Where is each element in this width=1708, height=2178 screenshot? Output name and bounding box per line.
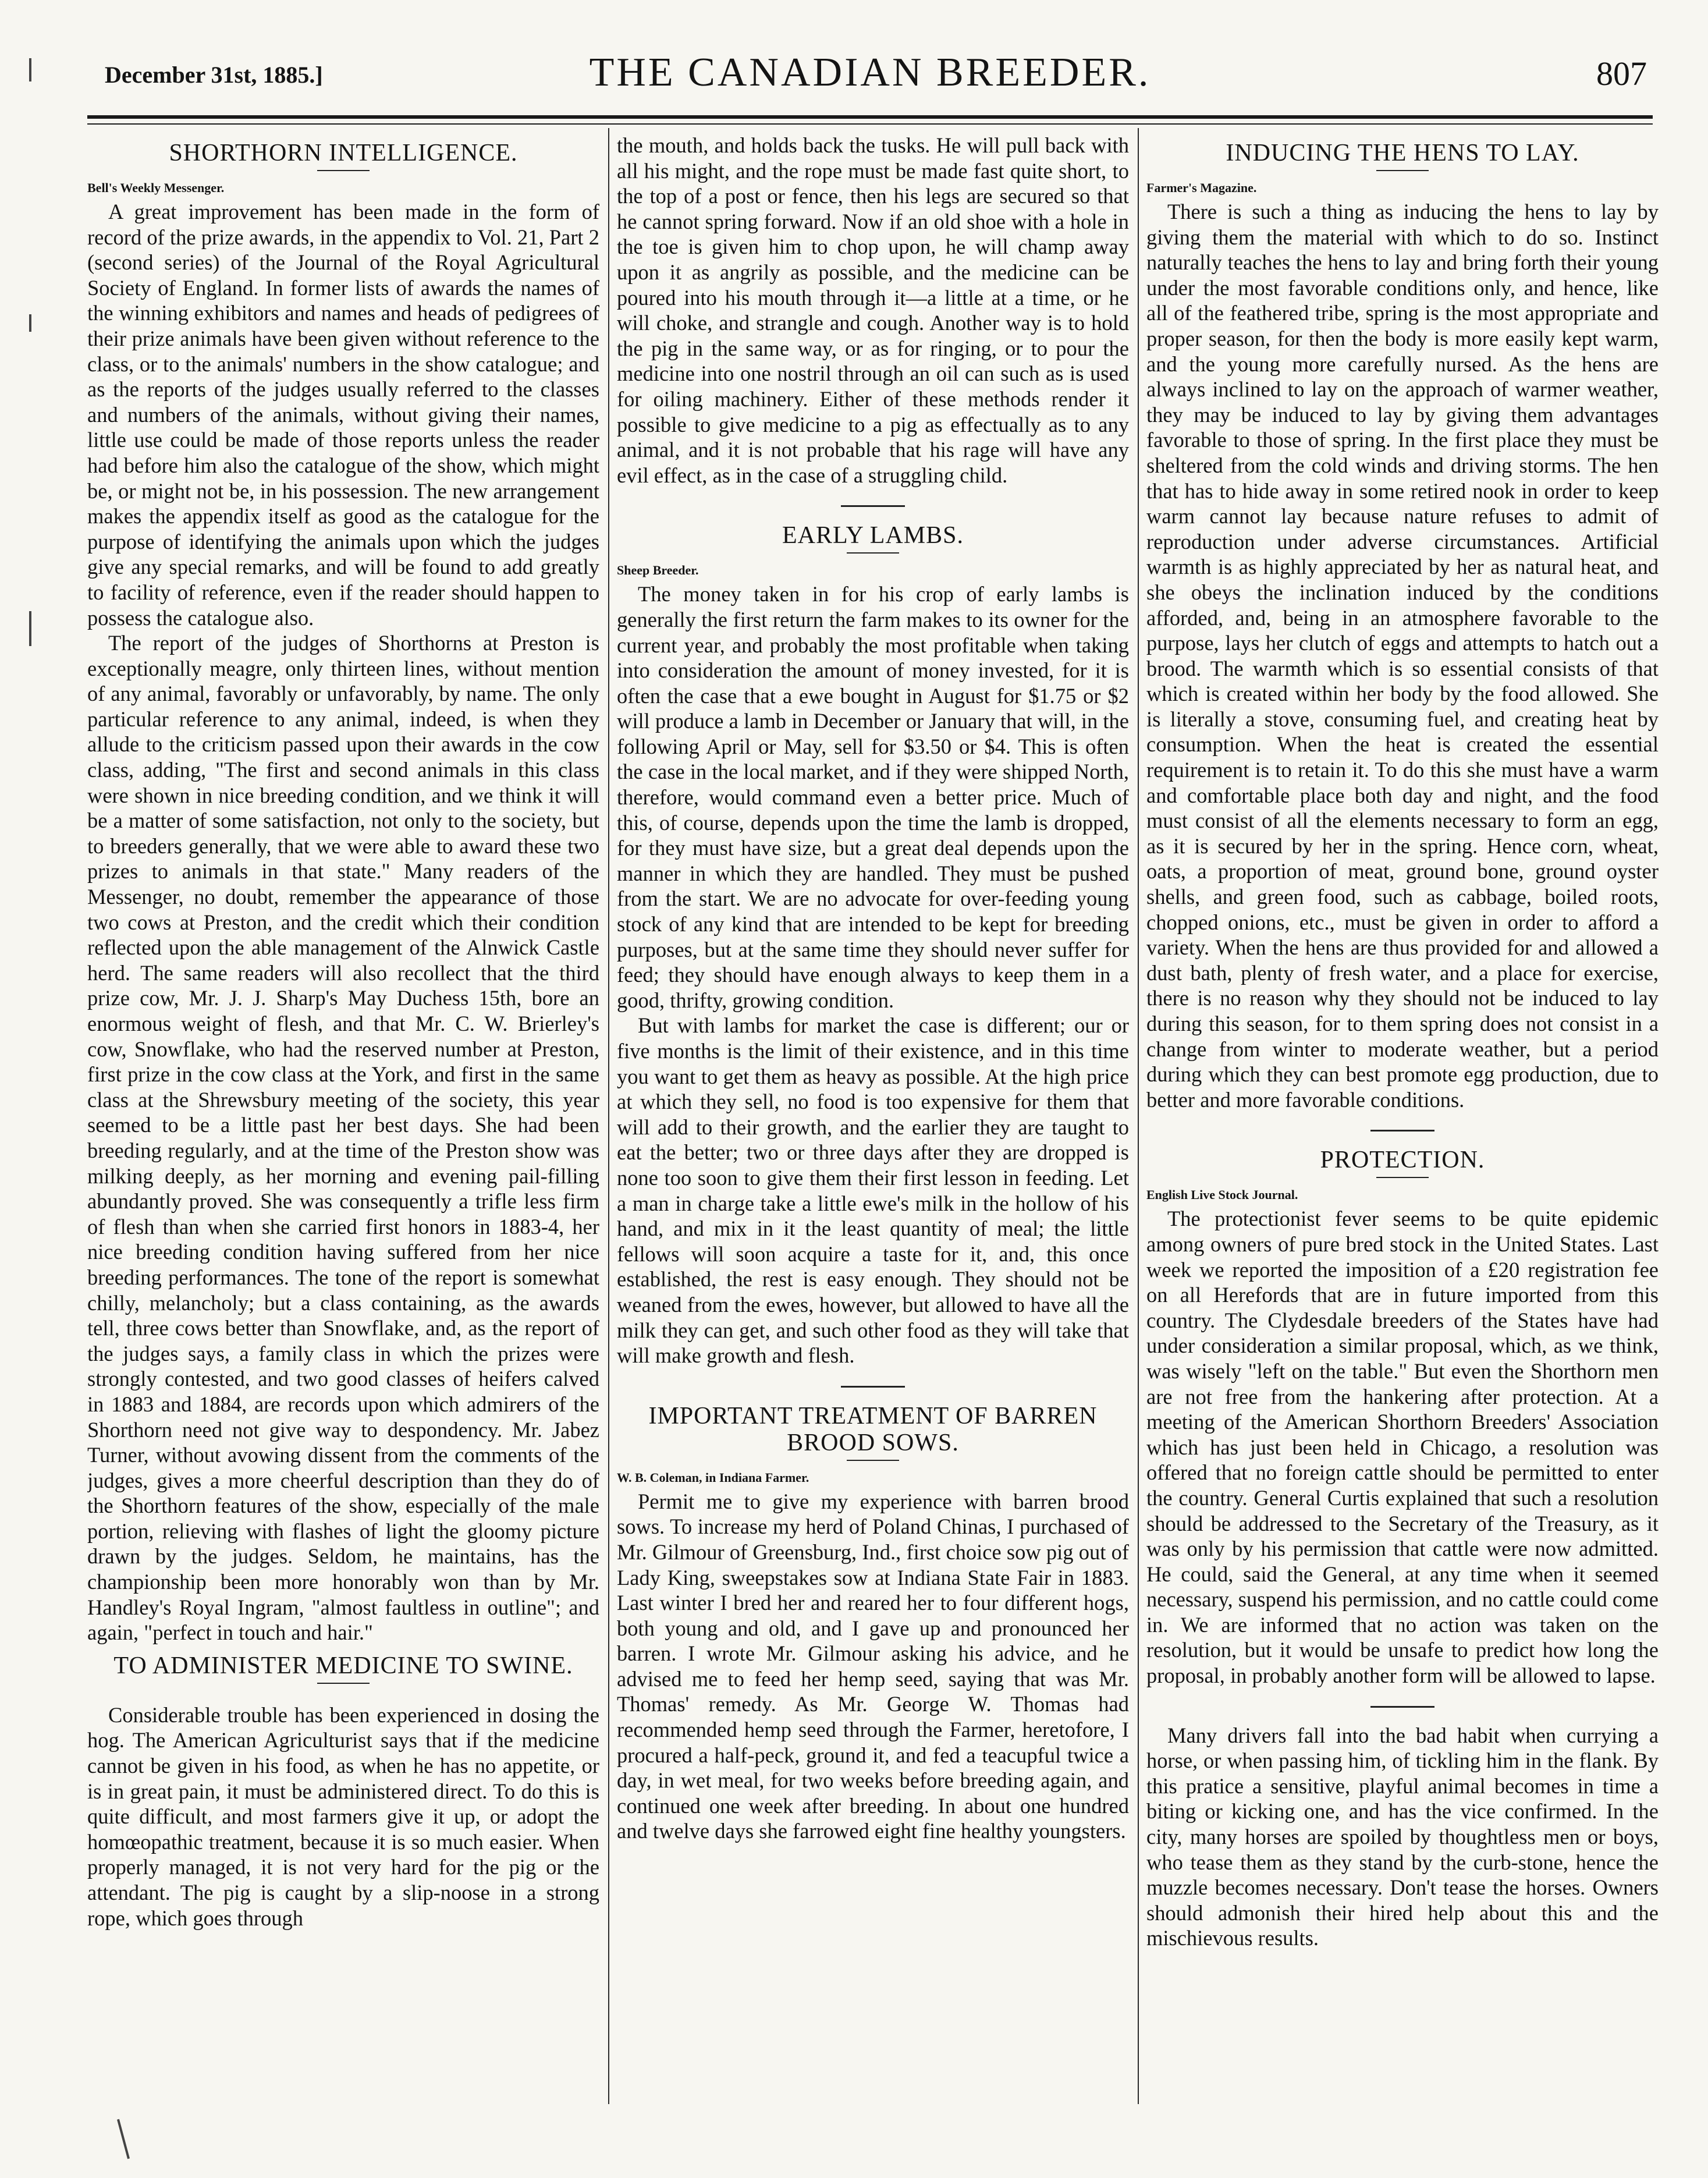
- title-rule: [317, 170, 370, 171]
- scan-mark: [29, 58, 31, 81]
- column-1: [87, 133, 599, 2083]
- article-paragraph: The money taken in for his crop of early lambs is generally the first return the farm makes to its owner for the current year, and probably the most profitable when taking into consideration the amount of money invested, for it is often the case that a ewe bought in August for $1.75 or $2 will produce a lamb in December or January that will, in the following April or May, sell for $3.50 or $4. This is often the case in the local market, and if they were shipped North, therefore, would command even a better price. Much of this, of course, depends upon the time the lamb is dropped, for they must have size, but a great deal depends upon the manner in which they are handled. They must be pushed from the start. We are no advocate for over-feeding young stock of any kind that are intended to be kept for breeding purposes, but at the same time they should never suffer for feed; they should have enough always to keep them in a good, thrifty, growing condition.: [617, 582, 1129, 1012]
- article-paragraph: A great improvement has been made in the form of record of the prize awards, in the appendix to Vol. 21, Part 2 (second series) of the Journal of the Royal Agricultural Society of England. In former lists of awards the names of the winning exhibitors and names and heads of pedigrees of their prize animals have been given without reference to the class, or to the animals' numbers in the show catalogue; and as the reports of the judges usually referred to the classes and numbers of the animals, without giving their names, little use could be made of those reports unless the reader had before him also the catalogue of the show, which might be, or might not be, in his possession. The new arrangement makes the appendix itself as good as the catalogue for the purpose of identifying the animals upon which the judges give any special remarks, and will be found to add greatly to facility of reference, even if the reader should happen to possess the catalogue also.: [87, 200, 599, 630]
- masthead: [87, 49, 1653, 113]
- article-source: English Live Stock Journal.: [1146, 1187, 1298, 1202]
- article-source: Sheep Breeder.: [617, 563, 699, 578]
- article-title-protection: PROTECTION.: [1320, 1147, 1485, 1174]
- article-paragraph: The report of the judges of Shorthorns at Preston is exceptionally meagre, only thirteen lines, without mention of any animal, favorably or unfavorably, by name. The only particular reference to any animal, indeed, is when they allude to the criticism passed upon their awards in the cow class, adding, "The first and second animals in this class were shown in nice breeding condition, and we think it will be a matter of some satisfaction, not only to the society, but to breeders generally, that we were able to award these two prizes to animals in that state." Many readers of the Messenger, no doubt, remember the appearance of those two cows at Preston, and the credit which their condition reflected upon the able management of the Alnwick Castle herd. The same readers will also recollect that the third prize cow, Mr. J. J. Sharp's May Duchess 15th, bore an enormous weight of flesh, and that Mr. C. W. Brierley's cow, Snowflake, who had the reserved number at Preston, first prize in the cow class at the York, and first in the same class at the Shrewsbury meeting of the society, this year seemed to be a little past her best days. She had been breeding regularly, and at the time of the Preston show was milking deeply, as her morning and evening pail-filling abundantly proved. She was consequently a trifle less firm of flesh than when she carried first honors in 1883-4, her nice breeding condition having suffered from her nice breeding performances. The tone of the report is somewhat chilly, melancholy; but a class containing, as the awards tell, three cows better than Snowflake, and, as the report of the judges says, a family class in which the prizes were strongly contested, and two good classes of heifers calved in 1883 and 1884, are records upon which admirers of the Shorthorn need not give way to despondency. Mr. Jabez Turner, without avowing dissent from the comments of the judges, gives a more cheerful description than they do of the Shorthorn features of the show, especially of the male portion, relieving with flashes of light the gloomy picture drawn by the judges. Seldom, he maintains, has the championship been more honorably won than by Mr. Handley's Royal Ingram, "almost faultless in outline"; and again, "perfect in touch and hair.": [87, 631, 599, 1645]
- section-rule: [841, 505, 905, 507]
- title-rule: [847, 1460, 899, 1461]
- article-paragraph: Considerable trouble has been experienced in dosing the hog. The American Agriculturist says that if the medicine cannot be given in his food, as when he has no appetite, or is in great pain, it must be administered direct. To do this is quite difficult, and most farmers give it up, or adopt the homœopathic treatment, because it is so much easier. When properly managed, it is not very hard for the pig or the attendant. The pig is caught by a slip-noose in a strong rope, which goes through: [87, 1702, 599, 1930]
- article-title-shorthorn: SHORTHORN INTELLIGENCE.: [169, 140, 518, 166]
- article-paragraph: There is such a thing as inducing the hens to lay by giving them the material with which to do so. Instinct naturally teaches the hens to lay and bring forth their young under the most favorable conditions only, and hence, like all of the feathered tribe, spring is the most appropriate and proper season, for then the body is more easily kept warm, and the young more carefully nursed. As the hens are always inclined to lay on the approach of warmer weather, they may be induced to lay by giving them advantages favorable to those of spring. In the first place they must be sheltered from the cold winds and driving storms. The hen that has to hide away in some retired nook in order to keep warm cannot lay because nature refuses to admit of reproduction under adverse circumstances. Artificial warmth is as highly appreciated by her as natural heat, and she obeys the inclination induced by the conditions afforded, and, being in an atmosphere favorable to the purpose, lays her clutch of eggs and attempts to hatch out a brood. The warmth which is so essential consists of that which is created within her body by the food allowed. She is literally a stove, consuming fuel, and creating heat by consumption. When the heat is created the essential requirement is to retain it. To do this she must have a warm and comfortable place both day and night, and the food must consist of all the elements necessary to form an egg, as it is secured by her in the spring. Hence corn, wheat, oats, a proportion of meat, ground bone, ground oyster shells, and green food, such as cabbage, boiled roots, chopped onions, etc., must be given in order to afford a variety. When the hens are thus provided for and allowed a dust bath, plenty of fresh water, and a place for exercise, there is no reason why they should not be induced to lay during this season, for to them spring does not consist in a change from winter to moderate weather, but a period during which they can best promote egg production, due to better and more favorable conditions.: [1146, 200, 1659, 1112]
- article-source: Bell's Weekly Messenger.: [87, 180, 225, 195]
- issue-date: December 31st, 1885.]: [105, 62, 323, 88]
- title-rule: [317, 1683, 370, 1684]
- article-title-swine: TO ADMINISTER MEDICINE TO SWINE.: [113, 1652, 573, 1679]
- article-paragraph: Many drivers fall into the bad habit when currying a horse, or when passing him, of tickling him in the flank. By this pratice a sensitive, playful animal becomes in time a biting or kicking one, and has the vice confirmed. In the city, many horses are spoiled by thoughtless men or boys, who tease them as they stand by the curb-stone, hence the muzzle becomes necessary. Don't tease the horses. Owners should admonish their hired help about this and the mischievous results.: [1146, 1723, 1659, 1950]
- section-rule: [1370, 1706, 1434, 1708]
- article-paragraph: The protectionist fever seems to be quite epidemic among owners of pure bred stock in the United States. Last week we reported the imposition of a £20 registration fee on all Herefords that are in future imported from this country. The Clydesdale breeders of the States have had under consideration a similar proposal, which, as we think, was wisely "left on the table." But even the Shorthorn men are not free from the hankering after protection. At a meeting of the American Shorthorn Breeders' Association which has just been held in Chicago, a resolution was offered that no foreign cattle should be permitted to enter the country. General Curtis explained that such a resolution should be addressed to the Secretary of the Treasury, as it was only by his permission that cattle were now admitted. He could, said the General, at any time when it seemed necessary, suspend his permission, and no cattle could come in. We are informed that no action was taken on the resolution, but it would be unsafe to predict how long the proposal, in probably another form will be allowed to lapse.: [1146, 1207, 1659, 1688]
- article-source: Farmer's Magazine.: [1146, 180, 1257, 195]
- scan-mark: [29, 611, 31, 646]
- article-title-hens: INDUCING THE HENS TO LAY.: [1226, 140, 1579, 166]
- section-rule: [1370, 1130, 1434, 1131]
- spacer: [87, 1692, 599, 1702]
- article-source: W. B. Coleman, in Indiana Farmer.: [617, 1470, 809, 1485]
- scan-mark: [117, 2119, 130, 2159]
- column-divider: [1138, 128, 1139, 2104]
- article-paragraph-continued: the mouth, and holds back the tusks. He will pull back with all his might, and the rope must be made fast quite short, to the top of a post or fence, then his legs are secured so that he cannot spring forward. Now if an old shoe with a hole in the toe is given him to chop upon, he will champ away upon it as angrily as possible, and the medicine can be poured into his mouth through it—a little at a time, or he will choke, and strangle and cough. Another way is to hold the pig in the same way, or as for ringing, or to pour the medicine into one nostril through an oil can such as is used for oiling machinery. Either of these methods render it possible to give medicine to a pig as effectually as to any animal, and it is not probable that his rage will have any evil effect, as in the case of a struggling child.: [617, 133, 1129, 487]
- section-rule: [841, 1386, 905, 1388]
- page-number: 807: [1596, 55, 1647, 93]
- article-paragraph: Permit me to give my experience with barren brood sows. To increase my herd of Poland Chinas, I purchased of Mr. Gilmour of Greensburg, Ind., first choice sow pig out of Lady King, sweepstakes sow at Indiana State Fair in 1883. Last winter I bred her and reared her to four different hogs, both young and old, and I gave up and pronounced her barren. I wrote Mr. Gilmour asking his advice, and he advised me to feed her hemp seed, saying that was Mr. Thomas' remedy. As Mr. George W. Thomas had recommended hemp seed through the Farmer, heretofore, I procured a half-peck, ground it, and fed a teacupful twice a day, in wet meal, for two weeks before breeding again, and continued one week after breeding. In about one hundred and twelve days she farrowed eight fine healthy youngsters.: [617, 1489, 1129, 1843]
- column-3: [1146, 133, 1659, 2083]
- masthead-rule-thin: [87, 123, 1653, 125]
- title-rule: [847, 552, 899, 554]
- title-rule: [1376, 1177, 1429, 1178]
- scan-mark: [29, 314, 31, 332]
- article-paragraph: But with lambs for market the case is different; our or five months is the limit of their existence, and in this time you want to get them as heavy as possible. At the high price at which they sell, no food is too expensive for them that will add to their growth, and the earlier they are taught to eat the better; two or three days after they are dropped is none too soon to give them their first lesson in feeding. Let a man in charge take a little ewe's milk in the hollow of his hand, and mix in it the least quantity of meal; the little fellows will soon acquire a taste for it, and, this once established, the rest is easy enough. They should not be weaned from the ewes, however, but allowed to have all the milk they can get, and such other food as they will take that will make growth and flesh.: [617, 1013, 1129, 1368]
- masthead-rule: [87, 115, 1653, 119]
- column-2: [617, 133, 1129, 2083]
- publication-title: THE CANADIAN BREEDER.: [589, 50, 1151, 95]
- article-title-lambs: EARLY LAMBS.: [782, 522, 964, 549]
- title-rule: [1376, 170, 1429, 171]
- column-divider: [608, 128, 609, 2104]
- article-title-sows: IMPORTANT TREATMENT OF BARREN BROOD SOWS.: [648, 1402, 1098, 1456]
